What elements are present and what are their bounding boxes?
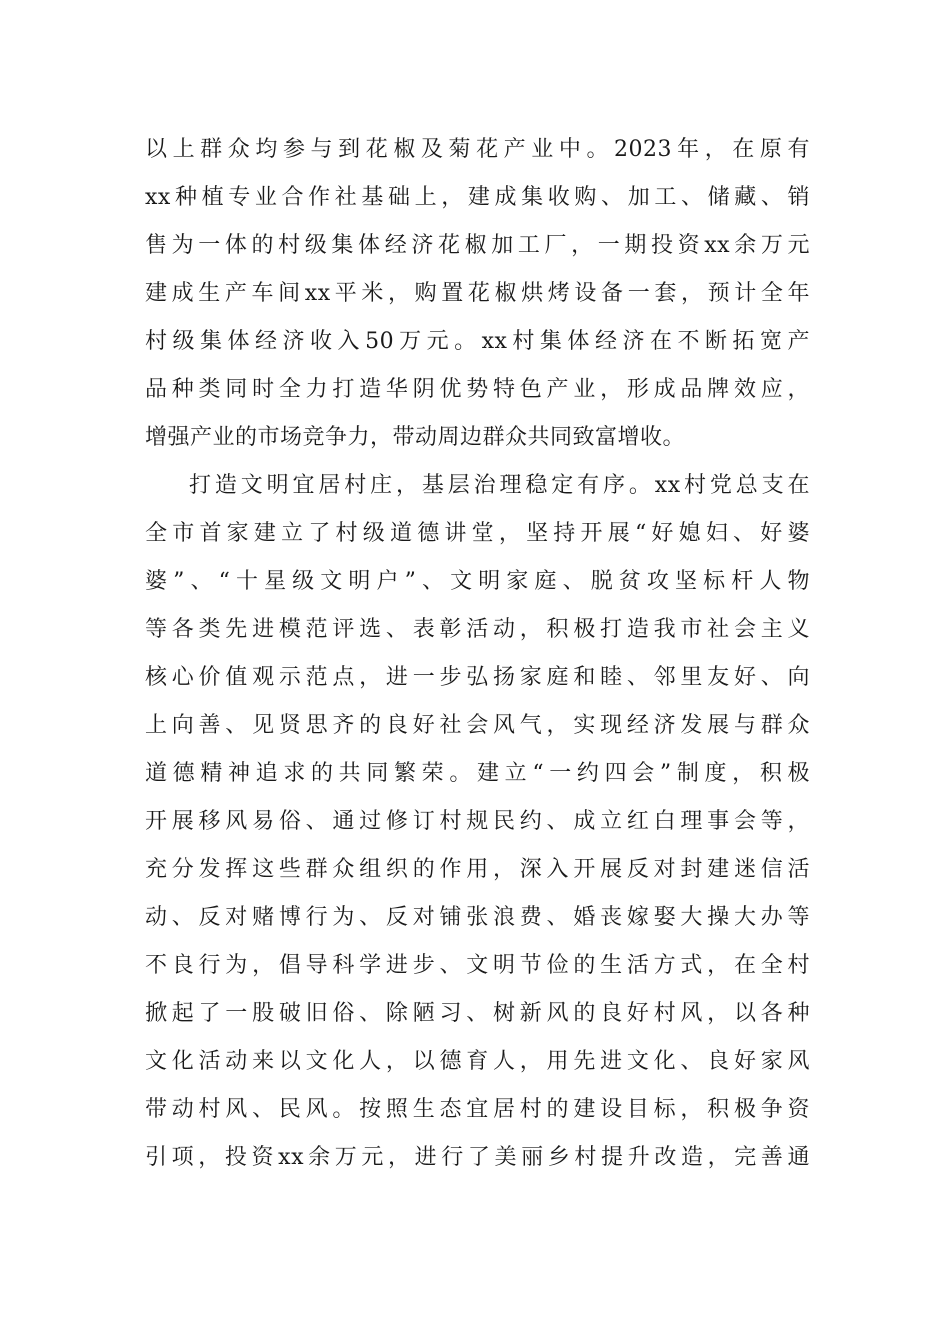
text-line: 文化活动来以文化人，以德育人，用先进文化、良好家风 [145,1049,810,1074]
text-line: 道德精神追求的共同繁荣。建立“一约四会”制度，积极 [145,761,810,786]
text-line: 等各类先进模范评选、表彰活动，积极打造我市社会主义 [145,617,810,642]
text-line: 充分发挥这些群众组织的作用，深入开展反对封建迷信活 [145,857,810,882]
paragraph-industry [145,126,810,462]
text-line: 以上群众均参与到花椒及菊花产业中。2023年，在原有 [145,137,810,162]
text-line: 核心价值观示范点，进一步弘扬家庭和睦、邻里友好、向 [145,665,810,690]
text-line: 引项，投资xx余万元，进行了美丽乡村提升改造，完善通 [145,1145,810,1170]
paragraph-civilization [145,462,810,1182]
text-line: 婆”、“十星级文明户”、文明家庭、脱贫攻坚标杆人物 [145,569,810,594]
text-line: 全市首家建立了村级道德讲堂，坚持开展“好媳妇、好婆 [145,521,810,546]
text-line: 不良行为，倡导科学进步、文明节俭的生活方式，在全村 [145,953,810,978]
text-line: 带动村风、民风。按照生态宜居村的建设目标，积极争资 [145,1097,810,1122]
text-line: xx种植专业合作社基础上，建成集收购、加工、储藏、销 [145,185,810,210]
document-body [145,126,810,1182]
text-line: 建成生产车间xx平米，购置花椒烘烤设备一套，预计全年 [145,281,810,306]
text-line: 打造文明宜居村庄，基层治理稳定有序。xx村党总支在 [189,473,810,498]
text-line: 开展移风易俗、通过修订村规民约、成立红白理事会等， [145,809,810,834]
text-line: 掀起了一股破旧俗、除陋习、树新风的良好村风，以各种 [145,1001,810,1026]
text-line: 售为一体的村级集体经济花椒加工厂，一期投资xx余万元 [145,233,810,258]
text-line: 增强产业的市场竞争力，带动周边群众共同致富增收。 [145,425,686,450]
text-line: 动、反对赌博行为、反对铺张浪费、婚丧嫁娶大操大办等 [145,905,810,930]
text-line: 品种类同时全力打造华阴优势特色产业，形成品牌效应， [145,377,810,402]
text-line: 村级集体经济收入50万元。xx村集体经济在不断拓宽产 [145,329,810,354]
text-line: 上向善、见贤思齐的良好社会风气，实现经济发展与群众 [145,713,810,738]
